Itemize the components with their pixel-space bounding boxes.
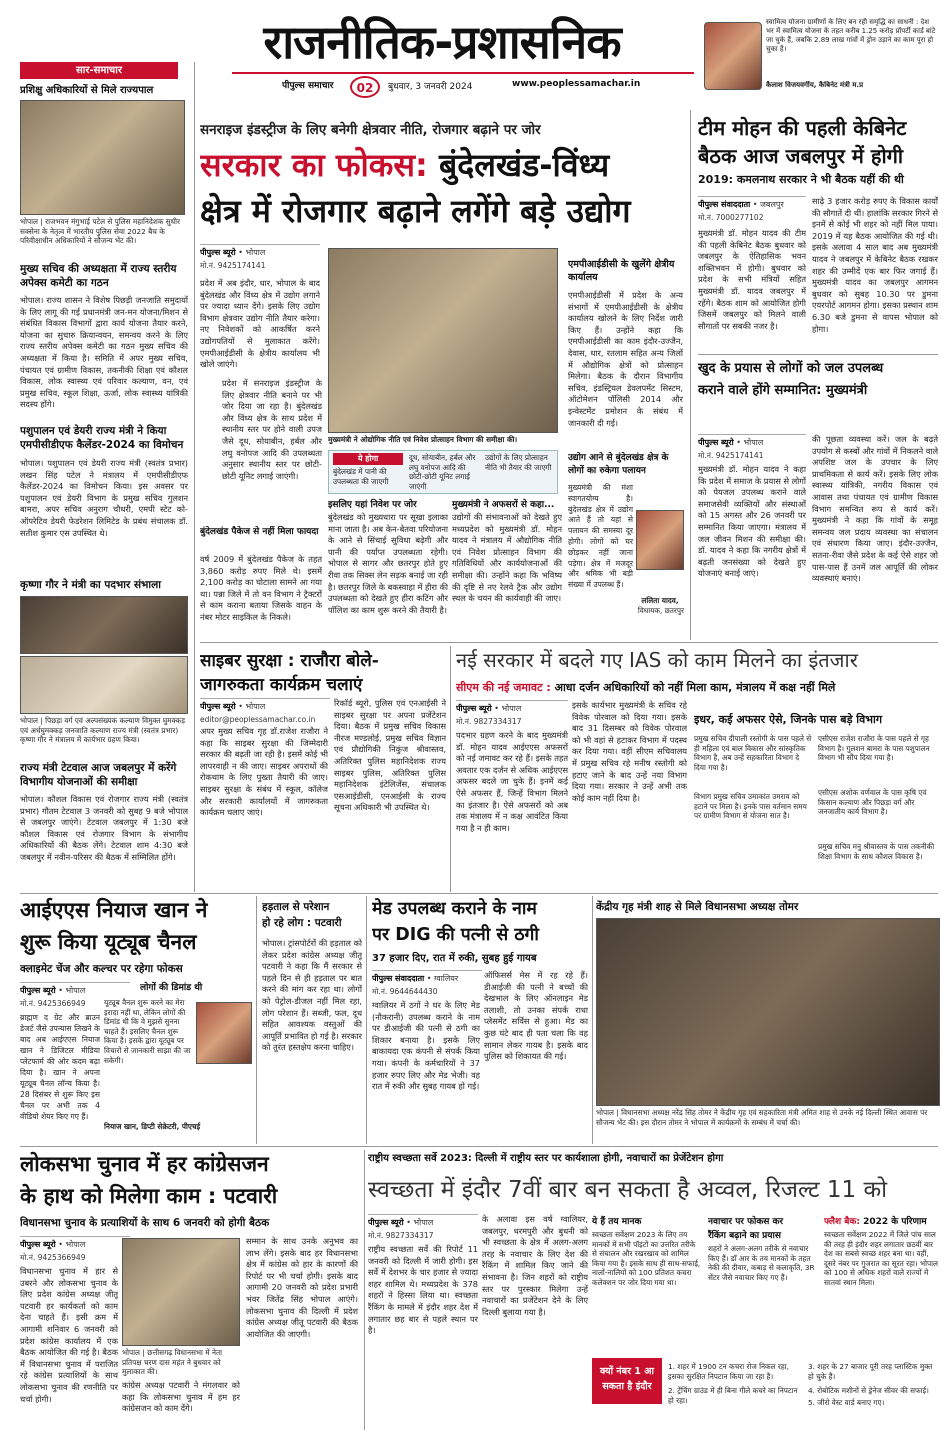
cyber-headline-1: साइबर सुरक्षा : राजौरा बोले- xyxy=(200,651,379,671)
paper-name: पीपुल्स समाचार xyxy=(282,81,334,91)
cyber-byline-city: भोपाल xyxy=(245,702,266,711)
yehoga-item-2: दूध, सोयाबीन, हर्बल और लघु वनोपज आदि की छोटी-छोटी यूनिट लगाई जाएंगी xyxy=(409,453,476,491)
youtube-quote: यूट्यूब वैनल शुरू करने का मेरा इरादा नहीं था, लेकिन लोगों की डिमांड थी कि वे मुझसे सुनना चाहते हैं। इसलिए चैनल शुरू किया है। इसके द्वारा यूट्यूब पर विचारों से जानकारी साझा की जा सकेगी। xyxy=(104,998,191,1065)
lead-byline: पीपुल्स ब्यूरो • भोपाल मो.नं. 9425174141 xyxy=(200,244,320,272)
cabinet-body-2: साढ़े 3 हजार करोड़ रुपए के विकास कार्यों की सौगातें दी थीं। हालांकि सरकार गिरने से इनमें से कोई भी शहर को नहीं मिल पाया। 2019 में यह बैठक आयोजित की गई थी। इसके अलावा 4 साल बाद अब मुख्यमंत्री यादव ने जबलपुर में केबिनेट बैठक रखकर शहर की उम्मीदें एक बार फिर जगाई हैं। मुख्यमंत्री यादव का जबलपुर आगमन बुधवार को सुबह 10.30 पर डुमना एयरपोर्ट आगमन होगा। इसका प्रस्थान शाम 6.30 बजे डुमना से वापस भोपाल को होगा। xyxy=(812,196,938,334)
quote-text: स्वामित्व योजना ग्रामीणों के लिए बन रही समृद्धि का साधनी : देश भर में स्वामित्व योजना के तहत करीब 1.25 करोड़ प्रॉपर्टी कार्ड बांटे जा चुके हैं, जबकि 2.89 लाख गांवों में ड्रोन उड़ाने का काम पूरा हो चुका है। xyxy=(766,18,936,53)
congress-headline-1: लोकसभा चुनाव में हर कांग्रेसजन xyxy=(20,1152,269,1176)
palayan-body: मुख्यमंत्री की मंशा स्वागतयोग्य है। बुंदेलखंड क्षेत्र में उद्योग आते हैं तो यहां से पलायन की समस्या दूर होगी। लोगों को घर छोड़कर नहीं जाना पड़ेगा। क्षेत्र में मजदूर और श्रमिक भी बड़ी संख्या में उपलब्ध हैं। xyxy=(568,483,633,590)
sidebar-s1-caption: भोपाल | राजभवन मंगुभाई पटेल से पुलिस महानिदेशक सुधीर सक्सेना के नेतृत्व में भारतीय पुलिस सेवा 2022 बैच के परिवीक्षाधीन अधिकारियों ने सौजन्य भेंट की। xyxy=(20,217,181,246)
fraud-headline-2: पर DIG की पत्नी से ठगी xyxy=(372,925,539,945)
mpidc-headline: एमपीआईडीसी के खुलेंगे क्षेत्रीय कार्यालय xyxy=(568,259,675,283)
water-headline-2: कराने वाले होंगे सम्मानित: मुख्यमंत्री xyxy=(698,383,868,398)
lead-body-5: उद्योगों की संभावनाओं को देखते हुए मध्यप्रदेश को मुख्यमंत्री डॉ. मोहन यादव ने मंत्रालय में औद्योगिक नीति एवं निवेश प्रोत्साहन विभाग की गतिविधियों और कार्ययोजनाओं की समीक्षा की। उन्होंने कहा कि भविष्य की दृष्टि से नए रेलवे ट्रैक और उद्योग स्थल के चयन की कार्यवाही की जाए। xyxy=(452,512,562,604)
fraud-kicker: 37 हजार दिए, रात में रुकी, सुबह हुई गायब xyxy=(372,953,537,964)
ias-box-headline: इधर, कई अफसर ऐसे, जिनके पास बड़े विभाग xyxy=(694,713,883,726)
congress-headline-2: के हाथ को मिलेगा काम : पटवारी xyxy=(20,1184,278,1208)
lead-subhead-1: बुंदेलखंड पैकेज से नहीं मिला फायदा xyxy=(200,527,319,537)
fraud-body-1: ग्वालियर में ठगों ने घर के लिए मेड (नौकरानी) उपलब्ध कराने के नाम पर डीआईजी की पत्नी से ठगी का शिकार बनाया है। इसके लिए बाकायदा एक कंपनी से संपर्क किया गया। कंपनी के कर्मचारियों ने 37 हजार रुपए लिए और मेड भेजी। वह रात में रुकी और सुबह गायब हो गई। xyxy=(372,1000,480,1092)
masthead-title: राजनीतिक-प्रशासनिक xyxy=(263,15,621,69)
congress-mobile: मो.नं. 9425366949 xyxy=(20,1253,86,1262)
water-body-1: मुख्यमंत्री डॉ. मोहन यादव ने कहा कि प्रदेश में समाज के प्रयास से लोगों को पेयजल उपलब्ध कराने वाले समाजसेवी व्यक्तियों और संस्थाओं को 15 अगस्त और 26 जनवरी पर सम्मानित किया जाएगा। मंत्रालय में जल जीवन मिशन की समीक्षा की। डॉ. यादव ने कहा कि नगरीय क्षेत्रों में बढ़ती जनसंख्या को देखते हुए योजनाएं बनाई जाएं। xyxy=(698,464,806,579)
why-indore-box xyxy=(592,1358,662,1404)
yehoga-item-3: उद्योगों के लिए प्रोत्साहन नीति भी तैयार की जाएगी xyxy=(485,453,552,472)
clean-mobile: मो.नं. 9827334317 xyxy=(368,1231,434,1240)
lead-kicker: सनराइज इंडस्ट्रीज के लिए बनेगी क्षेत्रवार नीति, रोजगार बढ़ाने पर जोर xyxy=(200,122,541,138)
ias-box-item-5: प्रमुख सचिव मनु श्रीवास्तव के पास तकनीकी शिक्षा विभाग के साथ कौशल विकास है। xyxy=(818,842,935,861)
sidebar-s1-headline: प्रशिक्षु अधिकारियों से मिले राज्यपाल xyxy=(20,85,154,96)
cyber-byline: पीपुल्स ब्यूरो • भोपाल editor@peoplessamachar.co.in xyxy=(200,698,330,724)
congress-kicker: विधानसभा चुनाव के प्रत्याशियों के साथ 6 जनवरी को होगी बैठक xyxy=(20,1217,270,1229)
cabinet-byline-name: पीपुल्स संवाददाता xyxy=(698,200,751,209)
cabinet-body-1: मुख्यमंत्री डॉ. मोहन यादव की टीम की पहली केबिनेट बैठक बुधवार को जबलपुर के ऐतिहासिक भवन शक्तिभवन में होगी। बुधवार को प्रदेश के सभी मंत्रियों सहित मुख्यमंत्री डॉ. यादव जबलपुर में रहेंगे। बैठक शाम को आयोजित होगी जिसमें जबलपुर को मिलने वाली सौगातों पर सबकी नजर है। xyxy=(698,228,806,331)
lead-body-1: प्रदेश में अब इंदौर, धार, भोपाल के बाद बुंदेलखंड और विंध्य क्षेत्र में उद्योग लगाने पर ज्यादा ध्यान देंगे। इसके लिए उद्योग विभाग क्षेत्रवार उद्योग नीति तैयार करेगा। नए निवेशकों को आकर्षित करने उद्योगपतियों से मुलाकात करेंगे। एमपीआईडीसी के क्षेत्रीय कार्यालय भी खोले जाएंगे। xyxy=(200,278,320,370)
youtube-byline: पीपुल्स ब्यूरो • भोपाल मो.नं. 9425366949 xyxy=(20,982,130,1008)
lead-byline-city: भोपाल xyxy=(245,248,266,257)
lead-mobile: मो.नं. 9425174141 xyxy=(200,261,266,270)
sidebar-s2-headline: मुख्य सचिव की अध्यक्षता में राज्य स्तरीय अपेक्स कमेटी का गठन xyxy=(20,263,177,289)
clean-headline: स्वच्छता में इंदौर 7वीं बार बन सकता है अव्वल, रिजल्ट 11 को xyxy=(368,1177,888,1203)
congress-body-2: सम्मान के साथ उनके अनुभव का लाभ लेंगे। इसके बाद हर विधानसभा क्षेत्र में कांग्रेस को हार के कारणों की रिपोर्ट पर भी चर्चा होगी। इसके बाद आगामी 20 जनवरी को प्रदेश प्रभारी भंवर जितेंद्र सिंह भोपाल आएंगे। लोकसभा चुनाव की दिल्ली में प्रदेश कांग्रेस अध्यक्ष जीतू पटवारी की बैठक आयोजित की जाएगी। xyxy=(246,1236,358,1339)
cabinet-byline-city: जबलपुर xyxy=(760,200,784,209)
ias-kicker-text: आधा दर्जन अधिकारियों को नहीं मिला काम, मंत्रालय में कक्ष नहीं मिले xyxy=(554,681,836,694)
ias-byline: पीपुल्स ब्यूरो • भोपाल मो.नं. 9827334317 xyxy=(456,700,568,726)
sidebar-s1-photo xyxy=(20,100,185,215)
ias-body-1: पदभार ग्रहण करने के बाद मुख्यमंत्री डॉ. मोहन यादव आईएएस अफसरों को नई जमावट कर रहे हैं। इसके तहत अवतार एक दर्जन से अधिक आईएएस अफसर बदले जा चुके हैं। इनमें कई ऐसे अफसर हैं, जिन्हें विभाग मिलने का इंतजार है। ऐसे अफसरों को अब तक मंत्रालय में न कक्ष आवंटित किया गया है न ही काम। xyxy=(456,730,568,833)
clean-box2-title-1: नवाचार पर फोकस कर xyxy=(708,1217,784,1227)
lead-headline-part2: क्षेत्र में रोजगार बढ़ाने लगेंगे बड़े उद्योग xyxy=(200,192,631,230)
sidebar-s4-headline: कृष्णा गौर ने मंत्री का पदभार संभाला xyxy=(20,579,161,591)
reason-1: 1. शहर में 1900 टन कचरा रोज निकल रहा, इसका सुरक्षित निपटान किया जा रहा है। xyxy=(668,1362,789,1381)
protest-headline-2: हो रहे लोग : पटवारी xyxy=(262,917,342,929)
youtube-headline-2: शुरू किया यूट्यूब चैनल xyxy=(20,930,197,954)
speaker-photo xyxy=(596,918,940,1106)
ias-kicker xyxy=(456,680,940,698)
clean-box1-body: स्वच्छता सर्वेक्षण 2023 के लिए तय मानकों में सभी पॉइंटों का उत्तरित तरीके से संचालन और रखरखाव को शामिल किया गया है। इसके साथ ही साथ-सफाई, नालों-नालियों को 100 प्रतिशत कचरा कलेक्शन पर जोर दिया गया था। xyxy=(592,1230,701,1287)
cyber-body-2: रिकॉर्ड ब्यूरो, पुलिस एवं एनआईसी ने साइबर सुरक्षा पर अपना प्रजेंटेशन दिया। बैठक में प्रमुख सचिव विकास नीरज मण्डलोई, प्रमुख सचिव विज्ञान एवं प्रौद्योगिकी निकुंज श्रीवास्तव, अतिरिक्त पुलिस महानिदेशक राज्य साइबर पुलिस, अतिरिक्त पुलिस महानिदेशक इंटेलिजेंस, संचालक एसआईडीसी, एनआईसी के राज्य सूचना अधिकारी भी उपस्थित थे। xyxy=(334,698,446,813)
lead-body-4: बुंदेलखंड को मुख्यधारा पर सूखा इलाका माना जाता है। अब केन-बेतवा परियोजना के आने से सिंचाई सुविधा बढ़ेगी और पानी की पर्याप्त उपलब्धता रहेगी। भोपाल से सागर और छतरपुर होते हुए रीवा तक सिक्स लेन सड़क बनाई जा रही है। छतरपुर जिले के बकस्वाहा में हीरा की उपलब्धता को देखते हुए हीरा कटिंग और पॉलिश का काम शुरू करने की तैयारी है। xyxy=(328,512,448,615)
congress-body-1: विधानसभा चुनाव में हार से उबरने और लोकसभा चुनाव के लिए प्रदेश कांग्रेस अध्यक्ष जीतू पटवारी हर कार्यकर्ता को काम देना चाहते हैं। इसी क्रम में आगामी शनिवार 6 जनवरी को प्रदेश कांग्रेस कार्यालय में एक बैठक आयोजित की गई है। बैठक में विधानसभा चुनाव में पराजित रहे कांग्रेस प्रत्याशियों के साथ लोकसभा चुनाव की रणनीति पर चर्चा होगी। xyxy=(20,1266,118,1404)
fraud-byline-name: पीपुल्स संवाददाता xyxy=(372,974,425,983)
youtube-headline-1: आईएएस नियाज खान ने xyxy=(20,898,208,922)
ias-box-item-2: विभाग प्रमुख सचिव उमाकांत उमराव को हटाने पर मिला है। इनके पास वर्तमान समय पर ग्रामीण विभाग से योजना सात है। xyxy=(694,792,807,821)
congress-byline-city: भोपाल xyxy=(65,1240,86,1249)
cabinet-headline-2: बैठक आज जबलपुर में होगी xyxy=(698,144,904,168)
lead-photo-caption: मुख्यमंत्री ने ओद्योगिक नीति एवं निवेश प्रोत्साहन विभाग की समीक्षा की। xyxy=(328,435,518,444)
sidebar-s4-caption: भोपाल | पिछड़ा वर्ग एवं अल्पसंख्यक कल्याण विमुक्त घुमक्कड़ एवं अर्धघुमक्कड़ जनजाति कल्याण राज्य मंत्री (स्वतंत्र प्रभार) कृष्णा गौर ने मंत्रालय में कार्यभार ग्रहण किया। xyxy=(20,716,185,745)
flashback-label: फ्लैश बैक: xyxy=(824,1217,860,1227)
quote-portrait xyxy=(704,22,762,90)
ias-byline-city: भोपाल xyxy=(501,704,522,713)
sidebar-s5-body: भोपाल। कौशल विकास एवं रोजगार राज्य मंत्री (स्वतंत्र प्रभार) गौतम टेटवाल 3 जनवरी को सुबह 9 बजे भोपाल से जबलपुर जाएंगे। टेटवाल जबलपुर में 1:30 बजे कौशल विकास एवं रोजगार विभाग के संभागीय अधिकारियों की बैठक लेंगे। टेटवाल शाम 4:30 बजे जबलपुर में नवीन-परिसर की बैठक में सम्मिलित होंगे। xyxy=(20,794,188,862)
ias-body-2: इसके कार्यभार मुख्यमंत्री के सचिव रहे विवेक पोरवाल को दिया गया। इसके बाद 31 दिसम्बर को विवेक पोरवाल को भी वहां से हटाकर विभाग में पदस्थ कर दिया गया। वहीं सीएम सचिवालय में प्रमुख सचिव रहे मनीष रस्तोगी को हटाए जाने के बाद उन्हें नया विभाग दिया गया। सरकार ने उन्हें अभी तक कोई काम नहीं दिया है। xyxy=(572,700,687,803)
lead-body-2: प्रदेश में सनराइज इंडस्ट्रीज के लिए क्षेत्रवार नीति बनाने पर भी जोर दिया जा रहा है। बुंदेलखंड और विंध्य क्षेत्र के साथ प्रदेश में स्थानीय स्तर पर होने वाली उपज जैसे दूध, सोयाबीन, हर्बल और लघु वनोपज आदि की उपलब्धता अनुसार स्थानीय स्तर पर छोटी-छोटी यूनिट लगाई जाएंगी। xyxy=(222,378,322,481)
fraud-mobile: मो.नं. 9644644430 xyxy=(372,987,438,996)
clean-flashback-title xyxy=(824,1214,940,1228)
water-byline-name: पीपुल्स ब्यूरो xyxy=(698,438,734,447)
ias-box-item-4: एसीएस अशोक वर्णवाल के पास कृषि एवं किसान कल्याण और पिछड़ा वर्ग और जनजातीय कार्य विभाग है। xyxy=(818,788,927,817)
water-byline-city: भोपाल xyxy=(743,438,764,447)
congress-body-3: कांग्रेस अध्यक्ष पटवारी ने मंगलवार को कहा कि लोकसभा चुनाव में हम हर कांग्रेसजन को काम देंगे। xyxy=(122,1380,240,1414)
lead-byline-name: पीपुल्स ब्यूरो xyxy=(200,248,236,257)
cyber-headline-2: जागरुकता कार्यक्रम चलाएं xyxy=(200,675,363,695)
cabinet-mobile: मो.नं. 7000277102 xyxy=(698,213,764,222)
lalita-yadav-name: ललिता यादव, xyxy=(641,596,679,605)
congress-byline: पीपुल्स ब्यूरो • भोपाल मो.नं. 9425366949 xyxy=(20,1236,130,1262)
issue-date: बुधवार, 3 जनवरी 2024 xyxy=(388,82,473,92)
yehoga-box xyxy=(328,450,558,494)
reason-5: 5. जीरो वेस्ट वार्ड बनाए गए। xyxy=(808,1398,885,1407)
clean-box2-body: शहरों ने अलग-अलग तरीके से नवाचार किए हैं। डॉ आर के तय मानकों के तहत नेकी की दीवार, कबाड़ से कलाकृति, 3R सेंटर जैसे नवाचार किए गए हैं। xyxy=(708,1244,815,1282)
youtube-body: ब्राह्मण द ग्रेट और ब्राउन डेजर्ट जैसे उपन्यास लिखने के बाद अब आईएएस नियाज खान ने डिजिटल मीडिया प्लेटफार्म की ओर कदम बढ़ा दिया है। खान ने अपना यूट्यूब चैनल लॉन्च किया है। 28 दिसंबर से शुरू किए इस चैनल पर अभी तक 4 वीडियो शेयर किए गए हैं। xyxy=(20,1013,100,1121)
sidebar-s4-photo-1 xyxy=(20,596,188,654)
cyber-email[interactable]: editor@peoplessamachar.co.in xyxy=(200,715,316,724)
youtube-byline-city: भोपाल xyxy=(65,986,86,995)
lalita-yadav-role: विधायक, छतरपुर xyxy=(637,606,684,615)
yehoga-title: ये होगा xyxy=(333,453,403,465)
yehoga-item-1: बुंदेलखंड में पानी की उपलब्धता की जाएगी xyxy=(333,467,389,486)
page-number: 02 xyxy=(350,76,380,98)
cabinet-headline-1: टीम मोहन की पहली केबिनेट xyxy=(698,116,907,140)
clean-box1-title: ये हैं तय मानक xyxy=(592,1217,642,1227)
fraud-byline-city: ग्वालियर xyxy=(434,974,459,983)
quote-author: कैलाश विजयवर्गीय, कैबिनेट मंत्री म.प्र xyxy=(766,81,864,89)
congress-photo xyxy=(122,1238,240,1346)
mpidc-body: एमपीआईडीसी में प्रदेश के अन्य संभागों में एमपीआईडीसी के क्षेत्रीय कार्यालय खोलने के लिए निर्देश जारी किए हैं। उन्होंने कहा कि एमपीआईडीसी का काम इंदौर-उज्जैन, देवास, धार, रतलाम सहित अन्य जिलों में औद्योगिक क्षेत्रों को प्रोत्साहन मिलेगा। बैठक के दौरान विभागीय सचिव, इंडस्ट्रियल डेवलपमेंट सिस्टम, ऑटोमेशन पॉलिसी 2014 और इन्वेस्टमेंट प्रमोशन के संबंध में जानकारी दी गई। xyxy=(568,290,683,428)
lead-subhead-3: मुख्यमंत्री ने अफसरों से कहा... xyxy=(452,500,555,510)
ias-mobile: मो.नं. 9827334317 xyxy=(456,717,522,726)
fraud-headline-1: मेड उपलब्ध कराने के नाम xyxy=(372,899,537,919)
clean-body-2: के अलावा इस वर्ष ग्वालियर, जबलपुर, धरमपुरी और बुधनी को भी स्वच्छता के क्षेत्र में अलग-अलग तरह के नवाचार के लिए देश की रैंकिंग में शामिल किए जाने की संभावना है। जिन शहरों को राष्ट्रीय स्तर पर पुरस्कार मिलेगा उन्हें नवाचारों का प्रजेंटेशन देने के लिए दिल्ली बुलाया गया है। xyxy=(482,1214,588,1317)
website[interactable]: www.peoplessamachar.in xyxy=(512,79,641,89)
water-body-2: की पूछता व्यवस्था करें। जल के बढ़ते उपयोग से कस्बों और गांवों में निकलने वाले अपशिष्ट जल के उपचार के लिए प्राथमिकता से कार्य करें। इसके लिए लोक स्वास्थ्य यांत्रिकी, नगरीय विकास एवं आवास तथा पंचायत एवं ग्रामीण विकास विभाग समन्वित रूप से कार्य करें। मुख्यमंत्री ने कहा कि गांवों के समूह समन्वय जल प्रदाय व्यवस्था का संचालन एवं संधारण किया जाए। इंदौर-उज्जैन, सतना-रीवा जैसे प्रदेश के कई ऐसे शहर जो पास-पास हैं उनमें जल आपूर्ति की लोकर व्यवस्थाएं बनाएं। xyxy=(812,434,938,584)
youtube-byline-name: पीपुल्स ब्यूरो xyxy=(20,986,56,995)
ias-byline-name: पीपुल्स ब्यूरो xyxy=(456,704,492,713)
cabinet-byline: पीपुल्स संवाददाता • जबलपुर मो.नं. 7000277102 xyxy=(698,196,806,222)
water-headline-1: खुद के प्रयास से लोगों को जल उपलब्ध xyxy=(698,361,884,376)
ias-box-item-3: एसीएस राजेश राजौरा के पास पहले से गृह विभाग है। गुलशन बामरा के पास पशुपालन विभाग भी सौंप दिया गया है। xyxy=(818,734,930,763)
fraud-byline: पीपुल्स संवाददाता • ग्वालियर मो.नं. 9644644430 xyxy=(372,970,482,996)
lead-headline xyxy=(200,142,685,238)
ias-headline: नई सरकार में बदले गए IAS को काम मिलने का इंतजार xyxy=(456,648,858,672)
flashback-sub: 2022 के परिणाम xyxy=(863,1217,927,1227)
reason-2: 2. ट्रेंचिंग ग्राउंड में ही बिना गीले कचरे का निपटान हो रहा। xyxy=(668,1386,798,1405)
cabinet-kicker: 2019: कमलनाथ सरकार ने भी बैठक यहीं की थी xyxy=(698,173,904,186)
palayan-headline: उद्योग आने से बुंदेलखंड क्षेत्र के लोगों का रुकेगा पलायन xyxy=(568,453,669,476)
sidebar-s4-photo-2 xyxy=(20,656,188,714)
lead-photo xyxy=(328,248,558,433)
water-byline: पीपुल्स ब्यूरो • भोपाल मो.नं. 9425174141 xyxy=(698,434,806,460)
speaker-headline: केंद्रीय गृह मंत्री शाह से मिले विधानसभा अध्यक्ष तोमर xyxy=(596,901,799,913)
youtube-name: नियाज खान, डिप्टी सेक्रेटरी, पीएचई xyxy=(104,1122,201,1131)
water-mobile: मो.नं. 9425174141 xyxy=(698,451,764,460)
why-indore-title-1: क्यों नंबर 1 आ xyxy=(600,1366,654,1377)
sidebar-s3-body: भोपाल। पशुपालन एवं डेयरी राज्य मंत्री (स्वतंत्र प्रभार) लखन सिंह पटेल ने मंत्रालय में एमपीसीडीएफ कैलेंडर-2024 का विमोचन किया। इस अवसर पर पशुपालन एवं डेयरी विभाग के प्रमुख सचिव गुलशन बामरा, अपर सचिव अनुराग चौधरी, एमपी स्टेट को-ऑपरेटिव डेयरी फेडरेशन लिमिटेड के प्रबंध संचालक डॉ. सतीश कुमार एस उपस्थित थे। xyxy=(20,458,188,538)
clean-flashback-body: स्वच्छता सर्वेक्षण 2022 में जिले पांच साल की तरह ही इंदौर शहर लगातार छठवीं बार देश का सबसे स्वच्छ शहर बना था। वहीं, दूसरे नंबर पर गुजरात का सूरत रहा। भोपाल को 100 से अधिक शहरों वाले राज्यों में सातवां स्थान मिला। xyxy=(824,1230,938,1287)
ias-kicker-red: सीएम की नई जमावट : xyxy=(456,681,551,694)
niyaz-khan-photo xyxy=(196,1002,252,1064)
fraud-body-2: ऑफिसर्स मेस में रह रहे हैं। डीआईजी की पत्नी ने बच्चों की देखभाल के लिए ऑनलाइन मेड तलाशी, तो उनका संपर्क राधा प्लेसमेंट सर्विस से हुआ। मेड का कुछ घंटे बाद ही पता चला कि वह सामान लेकर गायब है। इसके बाद पुलिस को शिकायत की गई। xyxy=(484,970,588,1062)
protest-headline-1: हड़ताल से परेशान xyxy=(262,901,330,913)
reason-3: 3. शहर के 27 बाजार पूरी तरह प्लास्टिक मुक्त हो चुके हैं। xyxy=(808,1362,933,1381)
cyber-body-1: अपर मुख्य सचिव गृह डॉ.राजेश राजौरा ने कहा कि साइबर सुरक्षा की जिम्मेदारी सरकार की बढ़ती जा रही है। इसमें कोई भी लापरवाही न की जाए। साइबर अपराधों की रोकथाम के लिए पुख्ता तैयारी की जाए। साइबर सुरक्षा के संबंध में स्कूल, कॉलेज और सरकारी कार्यालयों में जागरुकता कार्यक्रम चलाए जाएं। xyxy=(200,726,328,818)
clean-byline-name: पीपुल्स ब्यूरो xyxy=(368,1218,404,1227)
clean-byline: पीपुल्स ब्यूरो • भोपाल मो.नं. 9827334317 xyxy=(368,1214,478,1240)
clean-kicker: राष्ट्रीय स्वच्छता सर्वे 2023: दिल्ली में राष्ट्रीय स्तर पर कार्यशाला होगी, नवाचारों का प्रेजेंटेशन होगा xyxy=(368,1153,724,1164)
speaker-caption: भोपाल | विधानसभा अध्यक्ष नरेंद्र सिंह तोमर ने केंद्रीय गृह एवं सहकारिता मंत्री अमित शाह से उनके नई दिल्ली स्थित आवास पर सौजन्य भेंट की। इस दौरान तोमर ने भोपाल में कार्यक्रमों के सम्बंध में चर्चा की। xyxy=(596,1108,928,1127)
why-indore-title-2: सकता है इंदौर xyxy=(602,1381,652,1392)
sidebar-s5-headline: राज्य मंत्री टेटवाल आज जबलपुर में करेंगे विभागीय योजनाओं की समीक्षा xyxy=(20,762,177,788)
protest-body: भोपाल। ट्रांसपोर्टरों की हड़ताल को लेकर प्रदेश कांग्रेस अध्यक्ष जीतू पटवारी ने कहा कि मैं सरकार से पहले दिन से ही हड़ताल पर बात करने की मांग कर रहा था। लोगों को पेट्रोल-डीजल नहीं मिल रहा, लोग परेशान हैं। सब्जी, फल, दूध सहित आवश्यक वस्तुओं की आपूर्ति प्रभावित हो गई है। सरकार को तुरंत हस्तक्षेप करना चाहिए। xyxy=(262,938,362,1053)
lead-headline-red: सरकार का फोकस: xyxy=(200,146,428,184)
clean-box2-title-2: रैंकिंग बढ़ाने का प्रयास xyxy=(708,1231,781,1241)
sidebar-s3-headline: पशुपालन एवं डेयरी राज्य मंत्री ने किया एमपीसीडीएफ कैलेंडर-2024 का विमोचन xyxy=(20,425,184,451)
cyber-byline-name: पीपुल्स ब्यूरो xyxy=(200,702,236,711)
youtube-kicker-2: लोगों की डिमांड थी xyxy=(140,983,203,993)
clean-byline-city: भोपाल xyxy=(413,1218,434,1227)
reason-4: 4. रोबोटिक मशीनों से ड्रेनेज सीवर की सफाई। xyxy=(808,1386,929,1395)
youtube-mobile: मो.नं. 9425366949 xyxy=(20,999,86,1008)
clean-body-1: राष्ट्रीय स्वच्छता सर्वे की रिपोर्ट 11 जनवरी को दिल्ली में जारी होगी। इस सर्वे में देशभर के चार हजार से ज्यादा शहर शामिल थे। मध्यप्रदेश के 378 शहरों ने हिस्सा लिया था। स्वच्छता रैंकिंग के मामले में इंदौर शहर देश में लगातार छह बार से पहले स्थान पर है। xyxy=(368,1244,478,1336)
sidebar-s2-body: भोपाल। राज्य शासन ने विशेष पिछड़ी जनजाति समुदायों के लिए लागू की गई प्रधानमंत्री जन-मन योजना/मिशन से संबंधित विकास विभागों द्वारा कार्य योजना तैयार करने, योजना का सुचारु क्रियान्वयन, समन्वय करने के लिए राज्य स्तरीय अपेक्स कमेटी का गठन मुख्य सचिव की अध्यक्षता में किया है। समिति में अपर मुख्य सचिव, पंचायत एवं ग्रामीण विकास, तकनीकी शिक्षा एवं कौशल विकास, लोक स्वास्थ्य एवं परिवार कल्याण, वन, एवं प्रमुख सचिव, स्कूल शिक्षा, ऊर्जा, लोक स्वास्थ्य यांत्रिकी सदस्य होंगे। xyxy=(20,295,188,410)
congress-caption: भोपाल | छत्तीसगढ़ विधानसभा में नेता प्रतिपक्ष चरण दास महंत ने बुधवार को मुलाकात की। xyxy=(122,1348,223,1377)
lead-body-3: वर्ष 2009 में बुंदेलखंड पैकेज के तहत 3,860 करोड़ रुपए मिले थे। इसमें 2,100 करोड़ का घोटाला सामने आ गया था। पन्ना जिले में तो वन विभाग ने ट्रैक्टरों से काम कराना बताया जिसके वाहन के नंबर मोटर साइकिल के निकले। xyxy=(200,554,322,622)
ias-box-item-1: प्रमुख सचिव दीपाली रस्तोगी के पास पहले से ही महिला एवं बाल विकास और सांस्कृतिक विभाग है, अब उन्हें सहकारिता विभाग दे दिया गया है। xyxy=(694,734,812,772)
congress-byline-name: पीपुल्स ब्यूरो xyxy=(20,1240,56,1249)
sidebar-header: सार-समाचार xyxy=(20,62,178,79)
youtube-kicker-1: क्लाइमेट चेंज और कल्चर पर रहेगा फोकस xyxy=(20,963,183,975)
lead-headline-part1: बुंदेलखंड-विंध्य xyxy=(438,146,610,184)
lalita-yadav-photo xyxy=(636,510,684,570)
lead-subhead-2: इसलिए यहां निवेश पर जोर xyxy=(328,500,417,510)
